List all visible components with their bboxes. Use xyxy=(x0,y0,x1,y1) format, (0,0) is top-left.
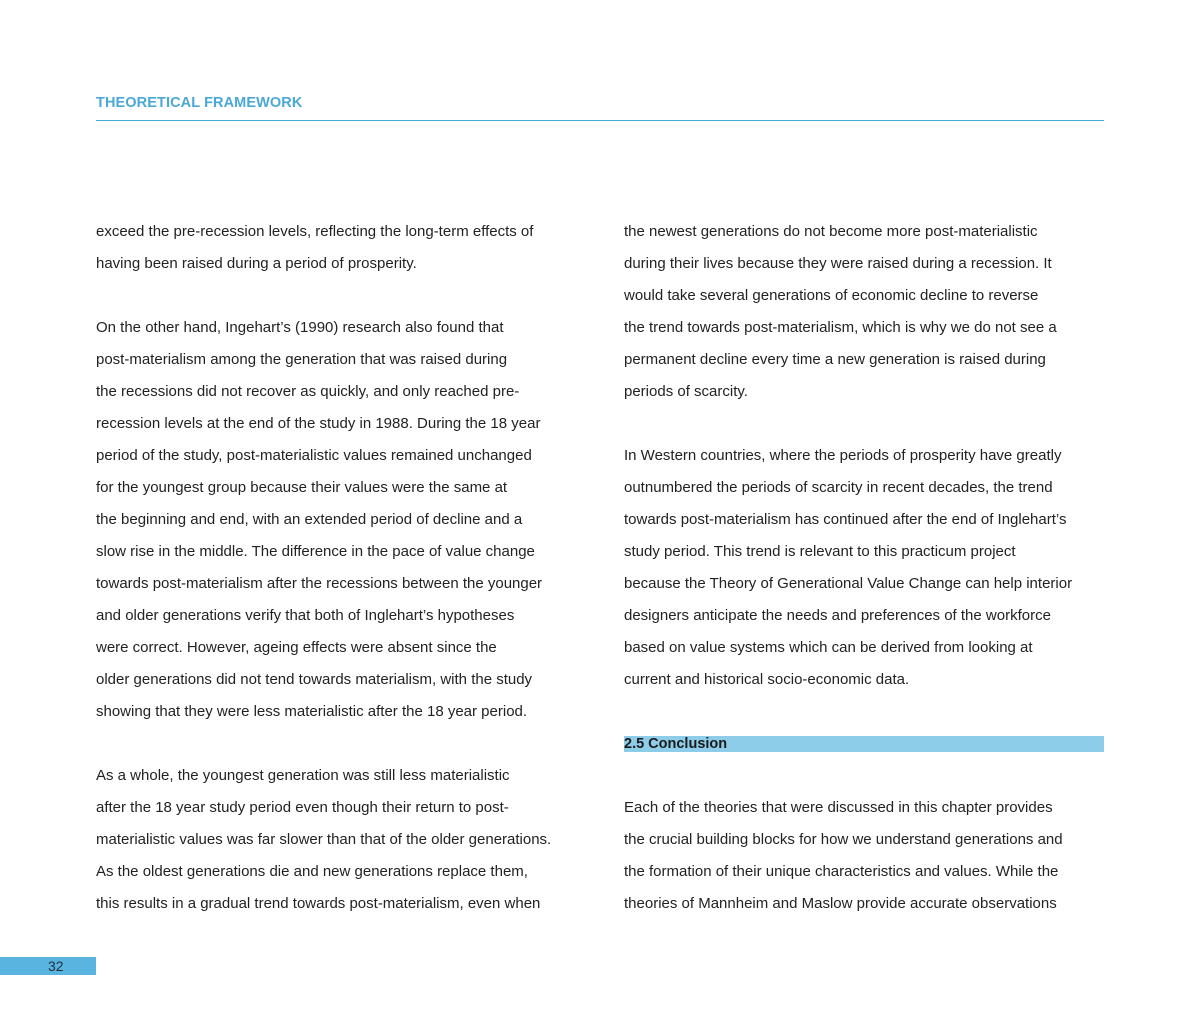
text-line: towards post-materialism has continued after the end of Inglehart’s xyxy=(624,511,1067,528)
text-line: the crucial building blocks for how we understand generations and xyxy=(624,831,1063,848)
text-line: study period. This trend is relevant to this practicum project xyxy=(624,543,1016,560)
running-header-title: THEORETICAL FRAMEWORK xyxy=(96,95,303,111)
text-line: for the youngest group because their values were the same at xyxy=(96,479,508,496)
text-line: As a whole, the youngest generation was still less materialistic xyxy=(96,767,510,784)
paragraph xyxy=(96,312,586,728)
text-line: after the 18 year study period even though their return to post- xyxy=(96,799,509,816)
text-line: As the oldest generations die and new generations replace them, xyxy=(96,863,528,880)
paragraph xyxy=(624,440,1104,696)
text-line: the formation of their unique characteristics and values. While the xyxy=(624,863,1059,880)
section-heading: 2.5 Conclusion xyxy=(624,736,1104,752)
text-line: recession levels at the end of the study in 1988. During the 18 year xyxy=(96,415,541,432)
text-line: were correct. However, ageing effects were absent since the xyxy=(96,639,497,656)
text-line: and older generations verify that both of Inglehart’s hypotheses xyxy=(96,607,515,624)
paragraph xyxy=(96,216,586,280)
text-line: In Western countries, where the periods of prosperity have greatly xyxy=(624,447,1062,464)
text-line: On the other hand, Ingehart’s (1990) research also found that xyxy=(96,319,504,336)
paragraph xyxy=(624,216,1104,408)
text-line: the trend towards post-materialism, which is why we do not see a xyxy=(624,319,1057,336)
paragraph xyxy=(96,760,586,920)
text-line: the recessions did not recover as quickly, and only reached pre- xyxy=(96,383,520,400)
text-line: exceed the pre-recession levels, reflecting the long-term effects of xyxy=(96,223,534,240)
text-line: permanent decline every time a new generation is raised during xyxy=(624,351,1046,368)
paragraph xyxy=(624,792,1104,920)
text-line: the beginning and end, with an extended period of decline and a xyxy=(96,511,523,528)
text-line: showing that they were less materialistic after the 18 year period. xyxy=(96,703,528,720)
text-line: post-materialism among the generation that was raised during xyxy=(96,351,508,368)
text-line: having been raised during a period of prosperity. xyxy=(96,255,417,272)
text-line: outnumbered the periods of scarcity in recent decades, the trend xyxy=(624,479,1053,496)
text-line: during their lives because they were raised during a recession. It xyxy=(624,255,1052,272)
text-line: because the Theory of Generational Value Change can help interior xyxy=(624,575,1073,592)
text-line: based on value systems which can be derived from looking at xyxy=(624,639,1033,656)
text-line: this results in a gradual trend towards post-materialism, even when xyxy=(96,895,541,912)
text-line: designers anticipate the needs and preferences of the workforce xyxy=(624,607,1051,624)
text-line: current and historical socio-economic data. xyxy=(624,671,910,688)
text-line: towards post-materialism after the recessions between the younger xyxy=(96,575,543,592)
text-line: older generations did not tend towards materialism, with the study xyxy=(96,671,533,688)
page-number: 32 xyxy=(48,958,64,974)
left-text-column xyxy=(96,216,586,920)
text-line: period of the study, post-materialistic values remained unchanged xyxy=(96,447,532,464)
text-line: materialistic values was far slower than that of the older generations. xyxy=(96,831,552,848)
text-line: the newest generations do not become more post-materialistic xyxy=(624,223,1038,240)
text-line: would take several generations of economic decline to reverse xyxy=(624,287,1039,304)
text-line: slow rise in the middle. The difference in the pace of value change xyxy=(96,543,535,560)
right-text-column xyxy=(624,216,1104,920)
text-line: theories of Mannheim and Maslow provide accurate observations xyxy=(624,895,1057,912)
header-divider xyxy=(96,120,1104,121)
text-line: Each of the theories that were discussed in this chapter provides xyxy=(624,799,1053,816)
text-line: periods of scarcity. xyxy=(624,383,748,400)
